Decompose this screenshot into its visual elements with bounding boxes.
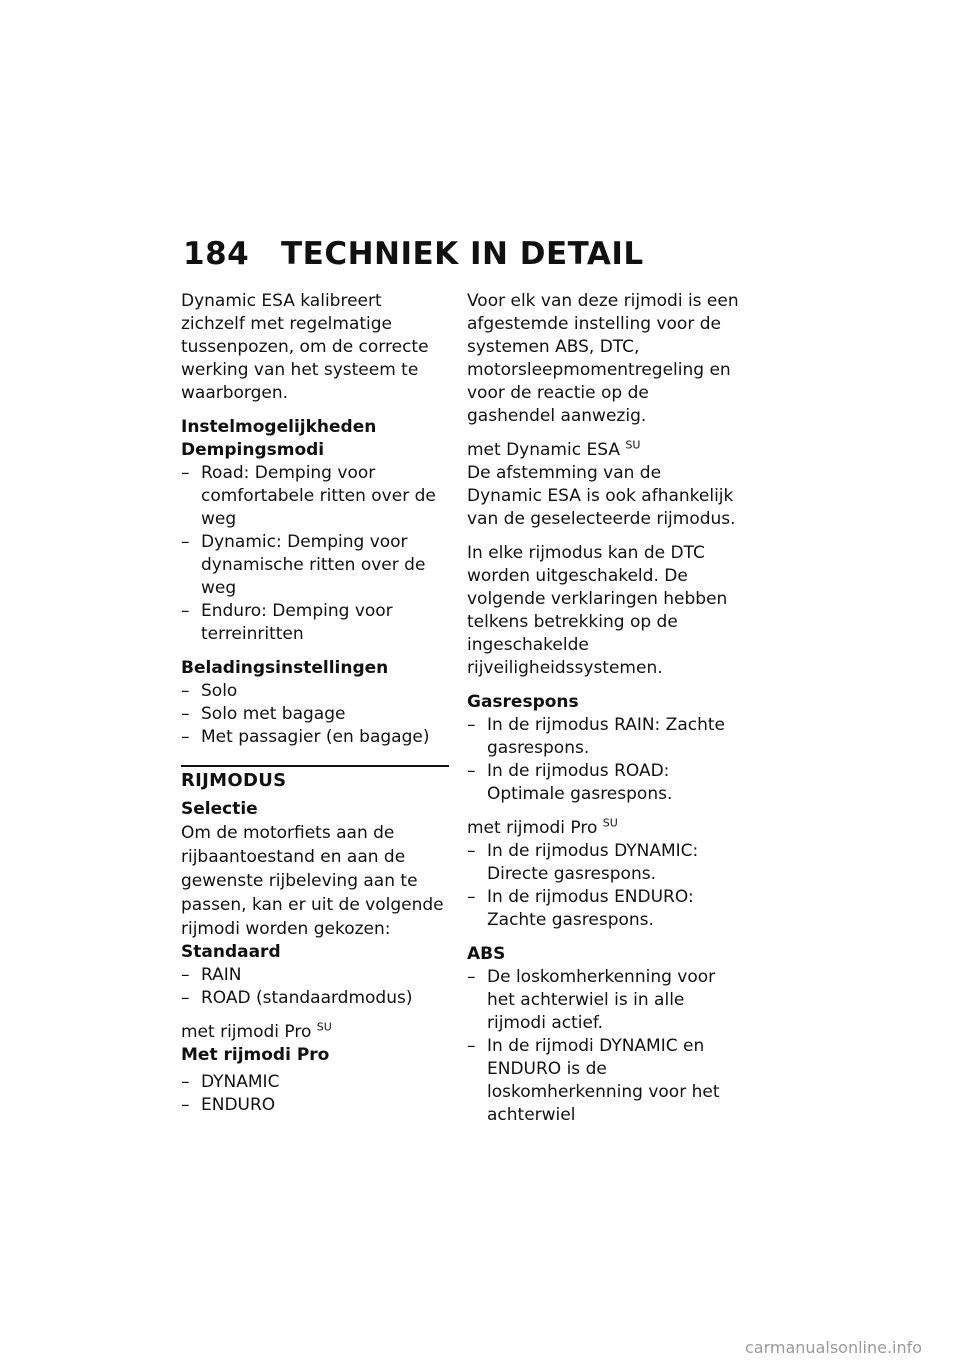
standaard-heading: Standaard bbox=[181, 942, 281, 962]
pro-option-text: met rijmodi Pro bbox=[467, 818, 598, 838]
list-item: – Solo bbox=[181, 680, 449, 703]
su-marker: SU bbox=[602, 816, 618, 830]
instel-heading: Instelmogelijkheden bbox=[181, 417, 377, 437]
esa-option-line bbox=[467, 439, 739, 462]
page-number: 184 bbox=[183, 236, 250, 272]
abs-list bbox=[467, 966, 739, 1127]
gasrespons-pro-list bbox=[467, 840, 739, 932]
belading-list bbox=[181, 680, 449, 749]
list-item: – ROAD (standaardmodus) bbox=[181, 987, 449, 1010]
list-item: – Enduro: Demping voor terreinritten bbox=[181, 600, 449, 646]
list-item: – Solo met bagage bbox=[181, 703, 449, 726]
esa-afstemming-text: De afstemming van de Dynamic ESA is ook afhankelijk van de geselecteerde rijmodus. bbox=[467, 463, 736, 529]
rijmodus-title: RIJMODUS bbox=[181, 770, 287, 791]
belading-heading: Beladingsinstellingen bbox=[181, 658, 389, 678]
left-column bbox=[181, 290, 449, 1128]
list-item: – Dynamic: Demping voor dynamische ritten over de weg bbox=[181, 531, 449, 600]
demping-heading: Dempingsmodi bbox=[181, 440, 325, 460]
list-item: – RAIN bbox=[181, 964, 449, 987]
section-rule bbox=[181, 765, 449, 792]
esa-option-text: met Dynamic ESA bbox=[467, 440, 620, 460]
list-item: – ENDURO bbox=[181, 1094, 449, 1117]
list-item: – Met passagier (en bagage) bbox=[181, 726, 449, 749]
right-column bbox=[467, 290, 739, 1138]
pro-option-text: met rijmodi Pro bbox=[181, 1022, 312, 1042]
demping-list bbox=[181, 462, 449, 646]
list-item: – Road: Demping voor comfortabele ritten over de weg bbox=[181, 462, 449, 531]
met-pro-heading: Met rijmodi Pro bbox=[181, 1045, 330, 1065]
list-item: – In de rijmodus ROAD: Optimale gasrespons. bbox=[467, 760, 739, 806]
list-item: – In de rijmodus RAIN: Zachte gasrespons. bbox=[467, 714, 739, 760]
pro-option-line bbox=[467, 817, 739, 840]
standaard-list bbox=[181, 964, 449, 1010]
rijmodi-intro-text: Voor elk van deze rijmodi is een afgestemde instelling voor de systemen ABS, DTC, motorsleepmomentregeling en voor de reactie op de gashendel aanwezig. bbox=[467, 291, 739, 426]
dtc-text: In elke rijmodus kan de DTC worden uitgeschakeld. De volgende verklaringen hebben telkens betrekking op de ingeschakelde rijveiligheidssystemen. bbox=[467, 543, 728, 678]
page-title: TECHNIEK IN DETAIL bbox=[281, 236, 644, 272]
abs-heading: ABS bbox=[467, 944, 506, 964]
list-item: – In de rijmodi DYNAMIC en ENDURO is de loskomherkenning voor het achterwiel bbox=[467, 1035, 739, 1127]
page-header bbox=[183, 236, 644, 272]
watermark-text: carmanualsonline.info bbox=[745, 1338, 923, 1357]
esa-intro-text: Dynamic ESA kalibreert zichzelf met regelmatige tussenpozen, om de correcte werking van het systeem te waarborgen. bbox=[181, 291, 429, 403]
list-item: – DYNAMIC bbox=[181, 1071, 449, 1094]
gasrespons-list bbox=[467, 714, 739, 806]
pro-option-line bbox=[181, 1021, 449, 1044]
su-marker: SU bbox=[316, 1020, 332, 1034]
selectie-text: Om de motorfiets aan de rijbaantoestand en aan de gewenste rijbeleving aan te passen, kan er uit de volgende rijmodi worden gekozen: bbox=[181, 823, 444, 939]
pro-list bbox=[181, 1071, 449, 1117]
list-item: – In de rijmodus DYNAMIC: Directe gasrespons. bbox=[467, 840, 739, 886]
gasrespons-heading: Gasrespons bbox=[467, 692, 579, 712]
selectie-heading: Selectie bbox=[181, 799, 258, 819]
list-item: – In de rijmodus ENDURO: Zachte gasrespons. bbox=[467, 886, 739, 932]
su-marker: SU bbox=[625, 438, 641, 452]
list-item: – De loskomherkenning voor het achterwiel is in alle rijmodi actief. bbox=[467, 966, 739, 1035]
